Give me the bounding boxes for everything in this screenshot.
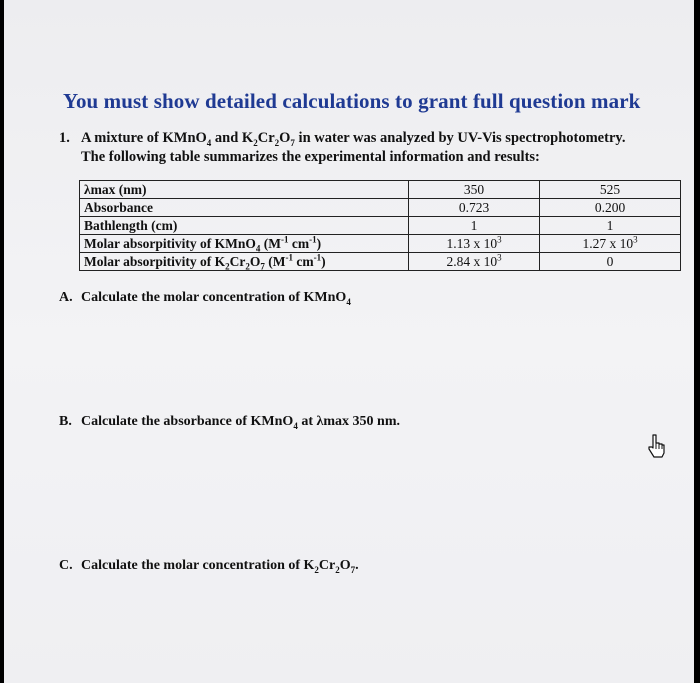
row-label: Molar absorpitivity of KMnO$_4$ ($M^{-1}$ $cm^{-1}$) xyxy=(80,235,409,253)
part-a: A. Calculate the molar concentration of KMnO$_4$ xyxy=(59,290,351,307)
cell-525: 525 xyxy=(540,181,681,199)
part-b: B. Calculate the absorbance of KMnO$_4$ at λmax 350 nm. xyxy=(59,414,400,431)
cell-350: 350 xyxy=(409,181,540,199)
cell-350: 2.84 x $10^3$ xyxy=(409,253,540,271)
question-line-1: A mixture of KMnO$_4$ and $K_2Cr_2O_7$ in water was analyzed by UV-Vis spectrophotometry. xyxy=(81,130,626,148)
row-label: Absorbance xyxy=(80,199,409,217)
cell-350: 1.13 x $10^3$ xyxy=(409,235,540,253)
table-row xyxy=(80,199,681,217)
table-row xyxy=(80,217,681,235)
table-row xyxy=(80,253,681,271)
cell-525: 0.200 xyxy=(540,199,681,217)
cell-350: 1 xyxy=(409,217,540,235)
question-number: 1. xyxy=(59,130,70,146)
row-label: Molar absorpitivity of $K_2Cr_2O_7$ ($M^{-1}$ $cm^{-1}$) xyxy=(80,253,409,271)
page-title: You must show detailed calculations to grant full question mark xyxy=(63,89,641,113)
table-row xyxy=(80,181,681,199)
mouse-pointer-icon xyxy=(646,434,666,458)
question-line-2: The following table summarizes the experimental information and results: xyxy=(81,149,540,165)
part-c: C. Calculate the molar concentration of $K_2Cr_2O_7$. xyxy=(59,558,359,575)
cell-525: 1.27 x $10^3$ xyxy=(540,235,681,253)
results-table xyxy=(79,180,681,271)
row-label: Bathlength (cm) xyxy=(80,217,409,235)
table-row xyxy=(80,235,681,253)
row-label: λmax (nm) xyxy=(80,181,409,199)
question-1 xyxy=(59,129,625,167)
document-page xyxy=(4,0,694,683)
cell-525: 0 xyxy=(540,253,681,271)
cell-350: 0.723 xyxy=(409,199,540,217)
cell-525: 1 xyxy=(540,217,681,235)
